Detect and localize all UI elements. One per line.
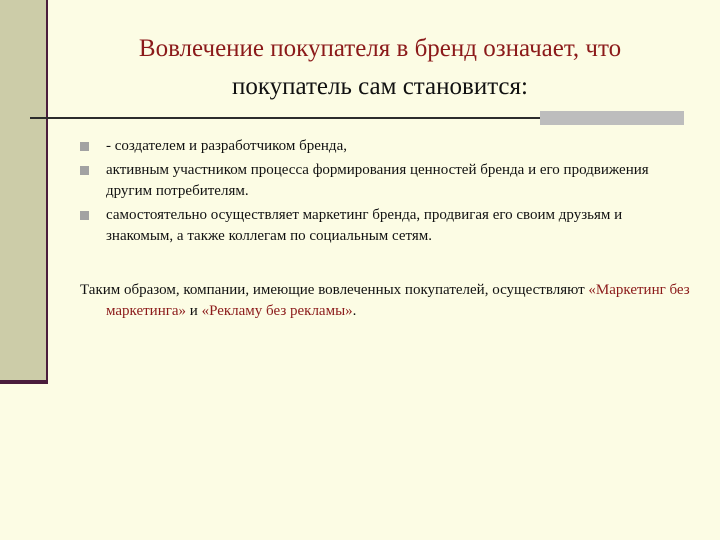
bullet-text: активным участником процесса формирования ценностей бренда и его продвижения другим потребителям.	[106, 162, 649, 199]
list-item	[80, 136, 680, 157]
bullet-list	[80, 136, 680, 250]
summary-suffix: .	[352, 303, 357, 319]
list-item	[80, 160, 680, 202]
left-decorative-bar	[0, 0, 48, 380]
square-bullet-icon	[80, 211, 89, 220]
bullet-text: - создателем и разработчиком бренда,	[106, 138, 347, 154]
slide-title	[80, 30, 680, 106]
left-bar-underline	[0, 380, 48, 384]
list-item	[80, 205, 680, 247]
summary-quote-marketing: «Маркетинг без маркетинга»	[106, 282, 690, 319]
summary-prefix: Таким образом, компании, имеющие вовлеченных покупателей, осуществляют	[80, 282, 589, 298]
summary-quote-advertising: «Рекламу без рекламы»	[201, 303, 353, 319]
square-bullet-icon	[80, 166, 89, 175]
bullet-text: самостоятельно осуществляет маркетинг бренда, продвигая его своим друзьям и знакомым, а также коллегам по социальным сетям.	[106, 207, 623, 244]
title-line-2: покупатель сам становится:	[232, 73, 528, 100]
title-accent-box	[540, 111, 684, 125]
title-line-1: Вовлечение покупателя в бренд означает, что	[138, 35, 622, 62]
title-divider	[30, 117, 540, 119]
square-bullet-icon	[80, 142, 89, 151]
summary-paragraph	[80, 280, 706, 322]
summary-middle: и	[186, 303, 202, 319]
